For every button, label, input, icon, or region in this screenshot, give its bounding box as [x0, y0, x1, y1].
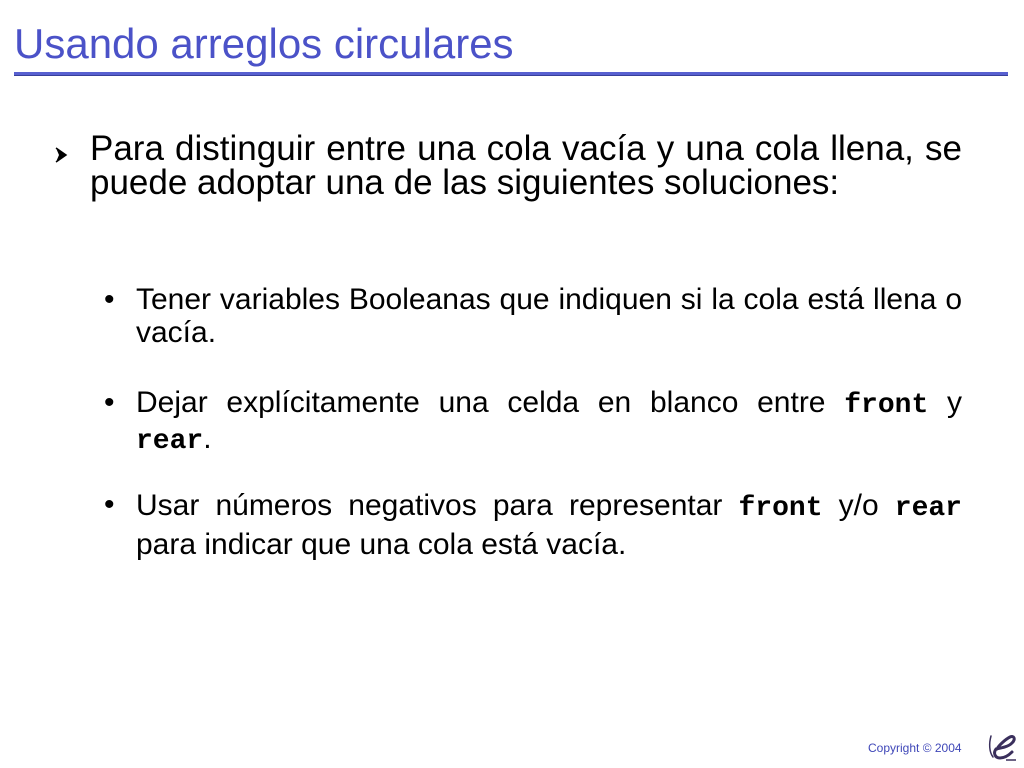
- slide-title: Usando arreglos circulares: [14, 20, 514, 67]
- code-front: front: [738, 493, 823, 524]
- title-divider: [14, 72, 1008, 76]
- sub-bullet-2: •: [104, 386, 115, 419]
- main-point-text: Para distinguir entre una cola vacía y una cola llena, se puede adoptar una de las siguientes soluciones:: [90, 129, 962, 202]
- sub-point-2-text-1: Dejar explícitamente una celda en blanco entre: [136, 386, 845, 419]
- sub-bullet-1: •: [104, 283, 115, 316]
- sub-point-3-text-2: y/o: [822, 489, 895, 522]
- arrow-bullet-icon: [52, 145, 72, 165]
- code-front: front: [844, 390, 929, 421]
- sub-point-2-text-3: .: [203, 422, 212, 455]
- sub-point-2-text-2: y: [928, 386, 962, 419]
- footer-copyright: Copyright © 2004: [868, 741, 962, 755]
- sub-point-3-text-1: Usar números negativos para representar: [136, 489, 739, 522]
- e-logo-icon: [988, 730, 1018, 762]
- sub-point-3: [136, 488, 962, 563]
- sub-point-2: [136, 386, 962, 458]
- code-rear: rear: [136, 426, 204, 457]
- code-rear: rear: [894, 493, 962, 524]
- sub-point-3-text-3: para indicar que una cola está vacía.: [136, 528, 627, 561]
- sub-bullet-3: •: [104, 488, 115, 521]
- sub-point-1: Tener variables Booleanas que indiquen si la cola está llena o vacía.: [136, 283, 962, 349]
